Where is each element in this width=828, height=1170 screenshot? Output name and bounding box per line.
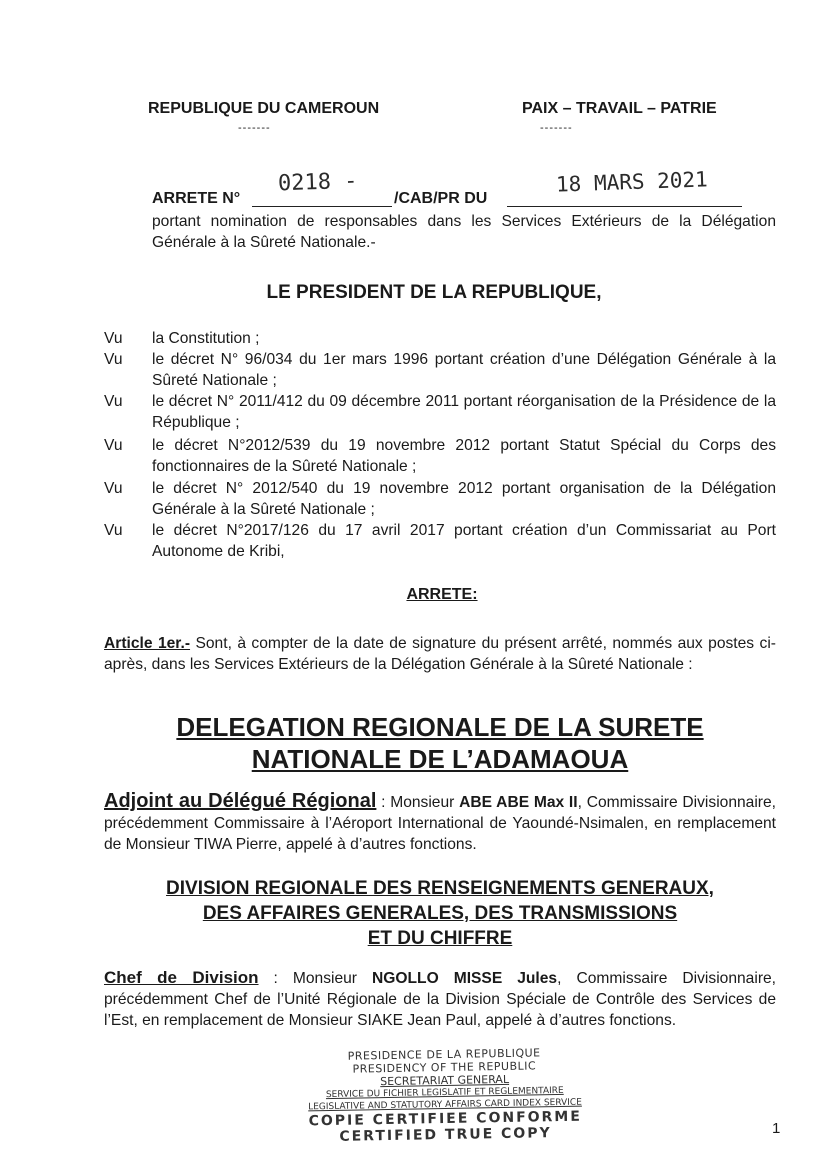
arrete-date-stamp: 18 MARS 2021 [555, 167, 709, 197]
vu-label: Vu [104, 437, 123, 454]
arrete-subject: portant nomination de responsables dans les Services Extérieurs de la Délégation Générale à la Sûreté Nationale.- [152, 213, 776, 251]
vu-label: Vu [104, 522, 123, 539]
vu-label: Vu [104, 330, 123, 347]
vu-text: le décret N°2012/539 du 19 novembre 2012 portant Statut Spécial du Corps des fonctionnaires de la Sûreté Nationale ; [152, 437, 776, 475]
section-1-separator: : Monsieur [376, 794, 460, 811]
header-right: PAIX – TRAVAIL – PATRIE [522, 100, 717, 117]
vu-item [104, 391, 776, 433]
stamp-line-3: SECRETARIAT GENERAL [380, 1072, 510, 1089]
vu-text: le décret N° 2011/412 du 09 décembre 2011 portant réorganisation de la Présidence de la République ; [152, 393, 776, 431]
arrete-number-stamp: 0218 - [277, 168, 358, 197]
header-left-dashes: ------- [238, 122, 271, 134]
vu-text: le décret N° 96/034 du 1er mars 1996 portant création d’une Délégation Générale à la Sûreté Nationale ; [152, 351, 776, 389]
vu-label: Vu [104, 351, 123, 368]
article-1-text: Sont, à compter de la date de signature du présent arrêté, nommés aux postes ci-après, dans les Services Extérieurs de la Délégation Générale à la Sûreté Nationale : [104, 635, 776, 673]
vu-item [104, 478, 776, 520]
section-1-role: Adjoint au Délégué Régional [104, 790, 377, 812]
section-1-text: , Commissaire Divisionnaire, précédemment Commissaire à l’Aéroport International de Yaoundé-Nsimalen, en remplacement de Monsieur TIWA Pierre, appelé à d’autres fonctions. [104, 794, 777, 853]
vu-item [104, 435, 776, 477]
section-2-separator: : Monsieur [258, 970, 372, 987]
vu-item [104, 520, 776, 562]
vu-text: la Constitution ; [152, 330, 260, 347]
arrete-date-blank [507, 206, 742, 207]
section-2-title-line-2: DES AFFAIRES GENERALES, DES TRANSMISSIONS [202, 903, 678, 924]
section-1-title-line-2: NATIONALE DE L’ADAMAOUA [251, 744, 629, 774]
vu-text: le décret N°2017/126 du 17 avril 2017 portant création d’un Commissariat au Port Autonome de Kribi, [152, 522, 776, 560]
president-title: LE PRESIDENT DE LA REPUBLIQUE, [266, 282, 602, 303]
cab-label: /CAB/PR DU [394, 190, 488, 207]
header-left: REPUBLIQUE DU CAMEROUN [148, 100, 380, 117]
stamp-line-6: COPIE CERTIFIEE CONFORME [308, 1108, 583, 1130]
section-1-title-line-1: DELEGATION REGIONALE DE LA SURETE [176, 712, 704, 742]
vu-label: Vu [104, 480, 123, 497]
section-2-title-line-3: ET DU CHIFFRE [367, 928, 513, 949]
article-1-label: Article 1er.- [104, 635, 191, 652]
header-right-dashes: ------- [540, 122, 573, 134]
section-2-role: Chef de Division [104, 968, 259, 987]
stamp-line-4: SERVICE DU FICHIER LEGISLATIF ET REGLEMENTAIRE [325, 1085, 564, 1101]
section-2-body [104, 967, 776, 1031]
vu-item [104, 349, 776, 391]
article-1 [104, 633, 776, 675]
section-1-name: ABE ABE Max II [459, 794, 578, 811]
stamp-line-5: LEGISLATIVE AND STATUTORY AFFAIRS CARD INDEX SERVICE [308, 1097, 582, 1113]
arrete-number-blank [252, 206, 392, 207]
vu-item [104, 328, 776, 349]
certified-copy-stamp [299, 1045, 591, 1162]
section-2-name: NGOLLO MISSE Jules [372, 970, 558, 987]
section-2-text: , Commissaire Divisionnaire, précédemment Chef de l’Unité Régionale de la Division Spéciale de Contrôle des Services de l’Est, en remplacement de Monsieur SIAKE Jean Paul, appelé à d’autres fonctions. [104, 970, 777, 1029]
section-1-body [104, 791, 776, 855]
stamp-line-2: PRESIDENCY OF THE REPUBLIC [352, 1059, 537, 1076]
arrete-heading: ARRETE: [406, 586, 478, 603]
section-2-title-line-1: DIVISION REGIONALE DES RENSEIGNEMENTS GENERAUX, [166, 878, 714, 899]
stamp-line-7: CERTIFIED TRUE COPY [339, 1125, 552, 1145]
stamp-line-1: PRESIDENCE DE LA REPUBLIQUE [347, 1046, 541, 1063]
vu-label: Vu [104, 393, 123, 410]
vu-text: le décret N° 2012/540 du 19 novembre 2012 portant organisation de la Délégation Générale à la Sûreté Nationale ; [152, 480, 776, 518]
arrete-label: ARRETE N° [152, 190, 241, 207]
page-number: 1 [772, 1120, 781, 1137]
